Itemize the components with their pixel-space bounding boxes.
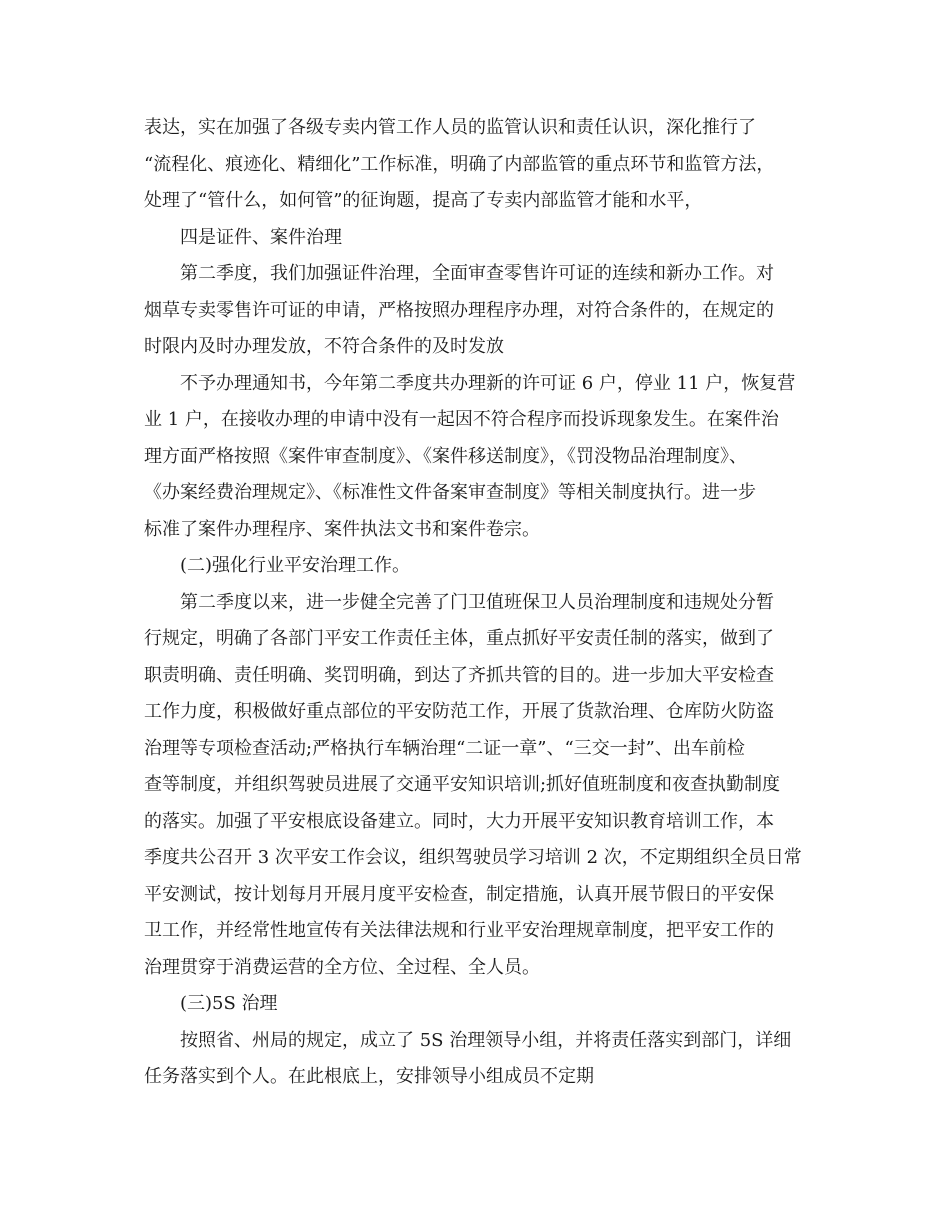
paragraph-line: 标准了案件办理程序、案件执法文书和案件卷宗。 [144,518,540,540]
paragraph-first-line: 第二季度，我们加强证件治理，全面审查零售许可证的连续和新办工作。对 [180,263,774,284]
paragraph-line: 行规定，明确了各部门平安工作责任主体，重点抓好平安责任制的落实，做到了 [144,628,774,649]
paragraph-line: 时限内及时办理发放，不符合条件的及时发放 [144,336,504,357]
paragraph-line: 治理等专项检查活动;严格执行车辆治理“二证一章”、“三交一封”、出车前检 [144,737,745,759]
paragraph-line: 《办案经费治理规定》、《标准性文件备案审查制度》等相关制度执行。进一步 [144,482,756,503]
paragraph-first-line: (三)5S 治理 [180,993,278,1014]
paragraph-line: 卫工作，并经常性地宣传有关法律法规和行业平安治理规章制度，把平安工作的 [144,920,774,941]
paragraph-line: 任务落实到个人。在此根底上，安排领导小组成员不定期 [144,1066,594,1087]
paragraph-line: 治理贯穿于消费运营的全方位、全过程、全人员。 [144,956,540,978]
paragraph-line: 业 1 户，在接收办理的申请中没有一起因不符合程序而投诉现象发生。在案件治 [144,409,779,430]
paragraph-first-line: 按照省、州局的规定，成立了 5S 治理领导小组，并将责任落实到部门，详细 [180,1029,792,1051]
paragraph-line: 平安测试，按计划每月开展月度平安检查，制定措施，认真开展节假日的平安保 [144,883,774,905]
paragraph-line: “流程化、痕迹化、精细化”工作标准，明确了内部监管的重点环节和监管方法， [144,153,775,175]
paragraph-first-line: (二)强化行业平安治理工作。 [180,555,411,576]
paragraph-line: 的落实。加强了平安根底设备建立。同时，大力开展平安知识教育培训工作，本 [144,810,774,832]
paragraph-first-line: 不予办理通知书，今年第二季度共办理新的许可证 6 户，停业 11 户，恢复营 [180,372,796,394]
paragraph-line: 烟草专卖零售许可证的申请，严格按照办理程序办理，对符合条件的，在规定的 [144,299,774,321]
paragraph-first-line: 四是证件、案件治理 [180,226,342,248]
paragraph-line: 处理了“管什么，如何管”的征询题，提高了专卖内部监管才能和水平， [144,190,703,211]
paragraph-first-line: 第二季度以来，进一步健全完善了门卫值班保卫人员治理制度和违规处分暂 [180,591,774,613]
paragraph-line: 季度共公召开 3 次平安工作会议，组织驾驶员学习培训 2 次，不定期组织全员日常 [144,847,802,868]
paragraph-line: 表达，实在加强了各级专卖内管工作人员的监管认识和责任认识，深化推行了 [144,117,756,138]
paragraph-line: 查等制度，并组织驾驶员进展了交通平安知识培训;抓好值班制度和夜查执勤制度 [144,774,781,795]
paragraph-line: 工作力度，积极做好重点部位的平安防范工作，开展了货款治理、仓库防火防盗 [144,701,774,722]
paragraph-line: 职责明确、责任明确、奖罚明确，到达了齐抓共管的目的。进一步加大平安检查 [144,664,774,686]
document-body [144,110,814,1096]
paragraph-line: 理方面严格按照《案件审查制度》、《案件移送制度》，《罚没物品治理制度》、 [144,445,747,467]
